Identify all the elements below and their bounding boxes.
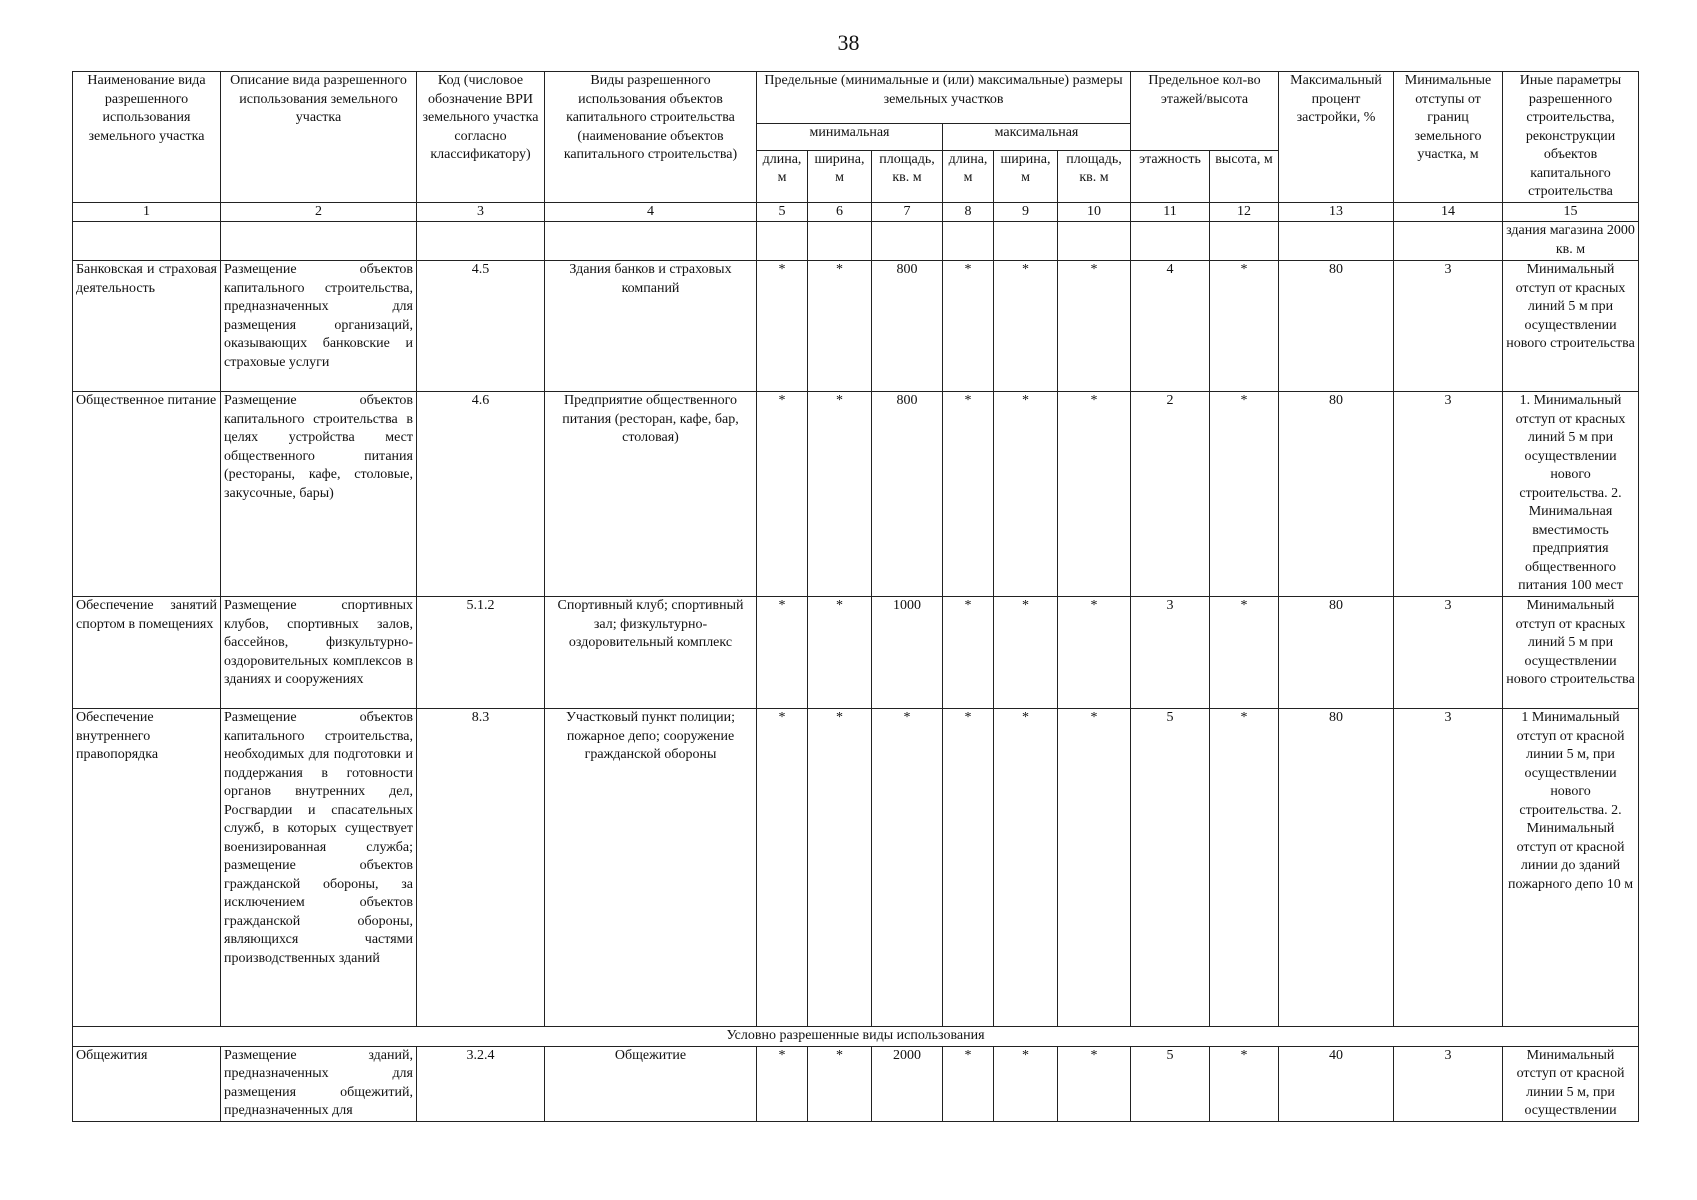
header-maximum: максимальная [943, 123, 1131, 150]
header-oks-types: Виды разрешенного использования объектов капитального строительства (наименование объектов капитального строительства) [545, 72, 757, 203]
min-length: * [757, 392, 808, 597]
table-row [73, 261, 1639, 392]
column-number: 8 [943, 202, 994, 222]
other-params: Минимальный отступ от красных линий 5 м при осуществлении нового строительства [1503, 597, 1639, 709]
vri-name: Банковская и страховая деятельность [73, 261, 221, 392]
header-vri-code: Код (числовое обозначение ВРИ земельного участка согласно классификатору) [417, 72, 545, 203]
height: * [1210, 1046, 1279, 1121]
height: * [1210, 392, 1279, 597]
table-row [73, 597, 1639, 709]
min-width: * [808, 597, 872, 709]
vri-code: 5.1.2 [417, 597, 545, 709]
min-area: 800 [872, 392, 943, 597]
min-length: * [757, 1046, 808, 1121]
max-area: * [1058, 709, 1131, 1027]
section-title: Условно разрешенные виды использования [73, 1027, 1639, 1047]
height: * [1210, 709, 1279, 1027]
min-length: * [757, 709, 808, 1027]
build-percent: 80 [1279, 392, 1394, 597]
min-length: * [757, 261, 808, 392]
max-length: * [943, 261, 994, 392]
floors: 5 [1131, 1046, 1210, 1121]
column-number: 1 [73, 202, 221, 222]
other-params: 1. Минимальный отступ от красных линий 5 м при осуществлении нового строительства. 2. Минимальная вместимость предприятия общественного питания 100 мест [1503, 392, 1639, 597]
build-percent: 80 [1279, 597, 1394, 709]
column-number: 9 [994, 202, 1058, 222]
min-length: * [757, 597, 808, 709]
column-number: 14 [1394, 202, 1503, 222]
header-max-length: длина, м [943, 150, 994, 202]
vri-code: 3.2.4 [417, 1046, 545, 1121]
vri-name: Обеспечение внутреннего правопорядка [73, 709, 221, 1027]
column-number: 6 [808, 202, 872, 222]
min-width: * [808, 392, 872, 597]
min-area: 800 [872, 261, 943, 392]
header-min-length: длина, м [757, 150, 808, 202]
vri-code: 8.3 [417, 709, 545, 1027]
floors: 5 [1131, 709, 1210, 1027]
oks-types: Здания банков и страховых компаний [545, 261, 757, 392]
height: * [1210, 597, 1279, 709]
header-vri-name: Наименование вида разрешенного использования земельного участка [73, 72, 221, 203]
vri-description: Размещение объектов капитального строительства, необходимых для подготовки и поддержания в готовности органов внутренних дел, Росгвардии и спасательных служб, в которых существует военизированная служба; размещение объектов гражданской обороны, за исключением объектов гражданской обороны, являющихся частями производственных зданий [221, 709, 417, 1027]
section-heading-row [73, 1027, 1639, 1047]
other-params: Минимальный отступ от красной линии 5 м, при осуществлении [1503, 1046, 1639, 1121]
continuation-note: здания магазина 2000 кв. м [1503, 222, 1639, 261]
column-number: 11 [1131, 202, 1210, 222]
column-number: 5 [757, 202, 808, 222]
other-params: Минимальный отступ от красных линий 5 м при осуществлении нового строительства [1503, 261, 1639, 392]
column-number: 7 [872, 202, 943, 222]
vri-name: Обеспечение занятий спортом в помещениях [73, 597, 221, 709]
max-width: * [994, 261, 1058, 392]
header-minimum: минимальная [757, 123, 943, 150]
header-vri-description: Описание вида разрешенного использования земельного участка [221, 72, 417, 203]
vri-name: Общежития [73, 1046, 221, 1121]
max-length: * [943, 709, 994, 1027]
header-height: высота, м [1210, 150, 1279, 202]
build-percent: 80 [1279, 709, 1394, 1027]
floors: 2 [1131, 392, 1210, 597]
max-area: * [1058, 1046, 1131, 1121]
column-number: 12 [1210, 202, 1279, 222]
vri-description: Размещение объектов капитального строительства в целях устройства мест общественного питания (рестораны, кафе, столовые, закусочные, бары) [221, 392, 417, 597]
min-area: 1000 [872, 597, 943, 709]
header-min-setbacks: Минимальные отступы от границ земельного участка, м [1394, 72, 1503, 203]
min-area: * [872, 709, 943, 1027]
zoning-regulations-table [72, 71, 1639, 1122]
column-number-row [73, 202, 1639, 222]
max-area: * [1058, 392, 1131, 597]
setback: 3 [1394, 1046, 1503, 1121]
setback: 3 [1394, 709, 1503, 1027]
vri-description: Размещение зданий, предназначенных для размещения общежитий, предназначенных для [221, 1046, 417, 1121]
column-number: 2 [221, 202, 417, 222]
column-number: 3 [417, 202, 545, 222]
oks-types: Предприятие общественного питания (ресторан, кафе, бар, столовая) [545, 392, 757, 597]
column-number: 13 [1279, 202, 1394, 222]
floors: 3 [1131, 597, 1210, 709]
height: * [1210, 261, 1279, 392]
table-row [73, 392, 1639, 597]
build-percent: 40 [1279, 1046, 1394, 1121]
min-width: * [808, 261, 872, 392]
setback: 3 [1394, 392, 1503, 597]
max-width: * [994, 392, 1058, 597]
vri-description: Размещение спортивных клубов, спортивных залов, бассейнов, физкультурно-оздоровительных комплексов в зданиях и сооружениях [221, 597, 417, 709]
setback: 3 [1394, 597, 1503, 709]
column-number: 4 [545, 202, 757, 222]
min-width: * [808, 1046, 872, 1121]
column-number: 10 [1058, 202, 1131, 222]
oks-types: Участковый пункт полиции; пожарное депо; сооружение гражданской обороны [545, 709, 757, 1027]
vri-description: Размещение объектов капитального строительства, предназначенных для размещения организаций, оказывающих банковские и страховые услуги [221, 261, 417, 392]
oks-types: Спортивный клуб; спортивный зал; физкультурно-оздоровительный комплекс [545, 597, 757, 709]
header-max-width: ширина, м [994, 150, 1058, 202]
table-row [73, 1046, 1639, 1121]
vri-code: 4.5 [417, 261, 545, 392]
header-max-area: площадь, кв. м [1058, 150, 1131, 202]
vri-code: 4.6 [417, 392, 545, 597]
header-max-build-percent: Максимальный процент застройки, % [1279, 72, 1394, 203]
header-floor-limits: Предельное кол-во этажей/высота [1131, 72, 1279, 151]
column-number: 15 [1503, 202, 1639, 222]
build-percent: 80 [1279, 261, 1394, 392]
page-number: 38 [837, 30, 860, 55]
max-length: * [943, 392, 994, 597]
max-length: * [943, 1046, 994, 1121]
max-width: * [994, 709, 1058, 1027]
header-other-params: Иные параметры разрешенного строительства, реконструкции объектов капитального строительства [1503, 72, 1639, 203]
header-floors: этажность [1131, 150, 1210, 202]
max-area: * [1058, 597, 1131, 709]
header-min-area: площадь, кв. м [872, 150, 943, 202]
table-row-continuation [73, 222, 1639, 261]
floors: 4 [1131, 261, 1210, 392]
vri-name: Общественное питание [73, 392, 221, 597]
setback: 3 [1394, 261, 1503, 392]
header-min-width: ширина, м [808, 150, 872, 202]
header-plot-size-limits: Предельные (минимальные и (или) максимальные) размеры земельных участков [757, 72, 1131, 124]
max-width: * [994, 597, 1058, 709]
max-area: * [1058, 261, 1131, 392]
other-params: 1 Минимальный отступ от красной линии 5 м, при осуществлении нового строительства. 2. Минимальный отступ от красной линии до зданий пожарного депо 10 м [1503, 709, 1639, 1027]
oks-types: Общежитие [545, 1046, 757, 1121]
min-area: 2000 [872, 1046, 943, 1121]
max-width: * [994, 1046, 1058, 1121]
max-length: * [943, 597, 994, 709]
min-width: * [808, 709, 872, 1027]
table-row [73, 709, 1639, 1027]
